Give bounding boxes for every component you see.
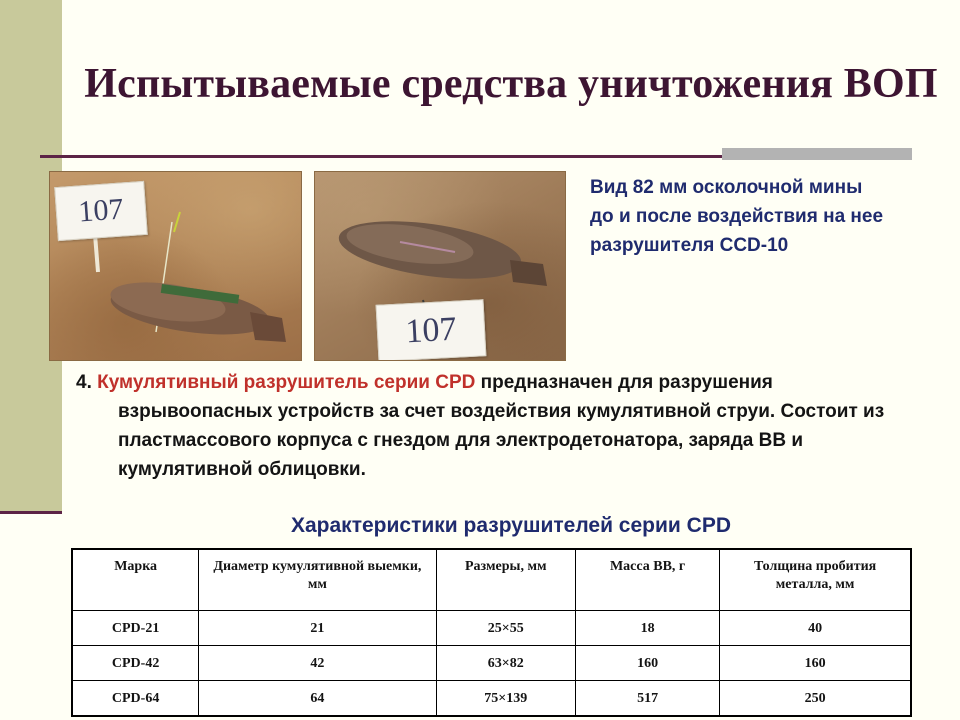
- table-title: Характеристики разрушителей серии CPD: [290, 514, 731, 537]
- table-cell: 21: [199, 611, 436, 646]
- table-cell: CPD-64: [72, 681, 199, 717]
- item-number: 4.: [76, 372, 92, 393]
- table-cell: 64: [199, 681, 436, 717]
- header-cell: Толщина пробития металла, мм: [720, 549, 911, 611]
- table-row: [72, 611, 911, 646]
- photo-mine-before: [49, 171, 302, 361]
- header-cell: Размеры, мм: [436, 549, 576, 611]
- table-cell: 40: [720, 611, 911, 646]
- photo-number-tag: 107: [376, 299, 487, 361]
- description-text: предназначен для разрушения взрывоопасных устройств за счет воздействия кумулятивной струи. Состоит из пластмассового корпуса с гнездом для электродетонатора, заряда ВВ и кумулятивной облицовки.: [118, 372, 885, 480]
- table-cell: 517: [576, 681, 720, 717]
- table-header-row: [72, 549, 911, 611]
- title-rule-accent: [722, 148, 912, 160]
- header-cell: Марка: [72, 549, 199, 611]
- description-paragraph: [76, 368, 908, 484]
- table-cell: 18: [576, 611, 720, 646]
- table-cell: 25×55: [436, 611, 576, 646]
- table-cell: 250: [720, 681, 911, 717]
- table-cell: 160: [576, 646, 720, 681]
- header-cell: Масса ВВ, г: [576, 549, 720, 611]
- table-cell: 160: [720, 646, 911, 681]
- header-cell: Диаметр кумулятивной выемки, мм: [199, 549, 436, 611]
- photo-mine-after: [314, 171, 566, 361]
- table-row: [72, 646, 911, 681]
- photo-number-tag: 107: [54, 181, 148, 241]
- table-cell: 42: [199, 646, 436, 681]
- specs-table: [71, 548, 912, 717]
- table-cell: 63×82: [436, 646, 576, 681]
- table-row: [72, 681, 911, 717]
- left-band-divider: [0, 511, 62, 514]
- table-cell: CPD-42: [72, 646, 199, 681]
- table-cell: 75×139: [436, 681, 576, 717]
- highlighted-term: Кумулятивный разрушитель серии CPD: [97, 372, 476, 393]
- photo-caption: Вид 82 мм осколочной мины до и после воздействия на нее разрушителя CCD-10: [590, 177, 884, 256]
- table-cell: CPD-21: [72, 611, 199, 646]
- slide-title: Испытываемые средства уничтожения ВОП: [84, 61, 938, 107]
